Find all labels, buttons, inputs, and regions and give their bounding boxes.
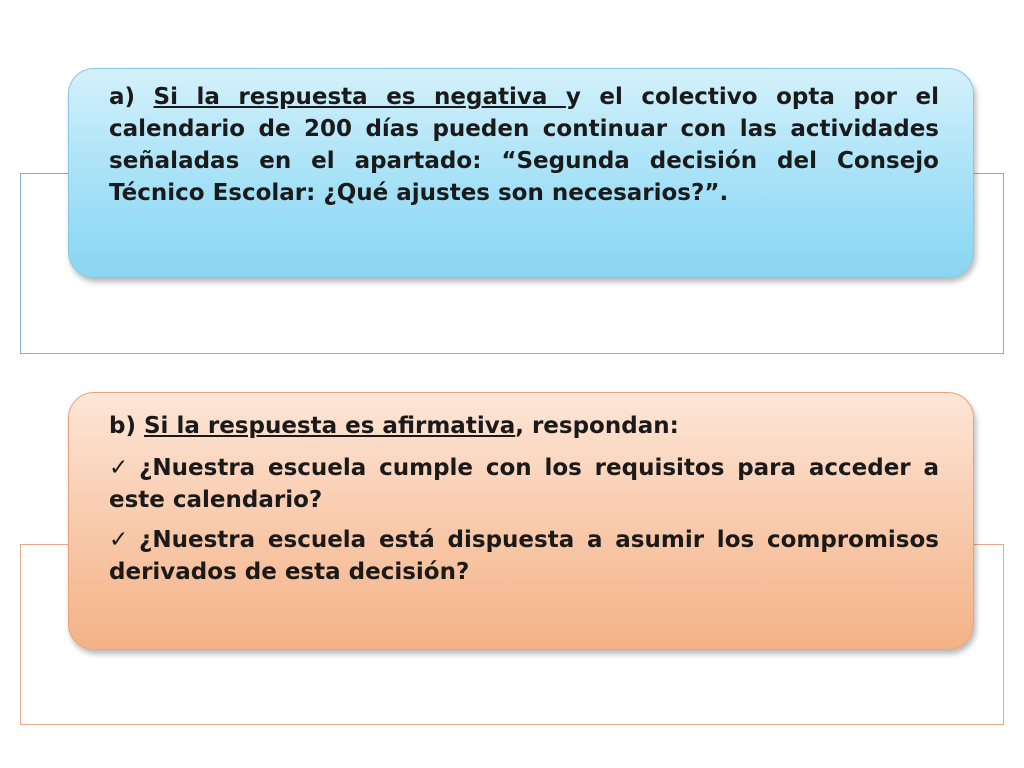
block-a-negative-answer (68, 68, 974, 278)
question-item (109, 525, 939, 589)
question-item (109, 453, 939, 517)
block-b-suffix: , respondan: (515, 413, 679, 439)
block-b-lead (109, 411, 939, 443)
block-b-prefix: b) (109, 413, 144, 439)
checkmark-icon: ✓ (109, 454, 134, 481)
block-a-underlined-phrase: Si la respuesta es negativa (153, 84, 566, 110)
block-b-underlined-phrase: Si la respuesta es afirmativa (143, 413, 516, 439)
question-text: ¿Nuestra escuela cumple con los requisitos para acceder a este calendario? (109, 454, 939, 513)
block-a-text: y el colectivo opta por el calendario de 200 días pueden continuar con las actividades señaladas en el apartado: “Segunda decisión del Consejo Técnico Escolar: ¿Qué ajustes son necesarios?”. (109, 84, 939, 206)
block-a-prefix: a) (109, 84, 154, 110)
question-text: ¿Nuestra escuela está dispuesta a asumir los compromisos derivados de esta decisión? (109, 526, 939, 585)
checkmark-icon: ✓ (109, 526, 134, 553)
block-b-affirmative-answer (68, 392, 974, 650)
